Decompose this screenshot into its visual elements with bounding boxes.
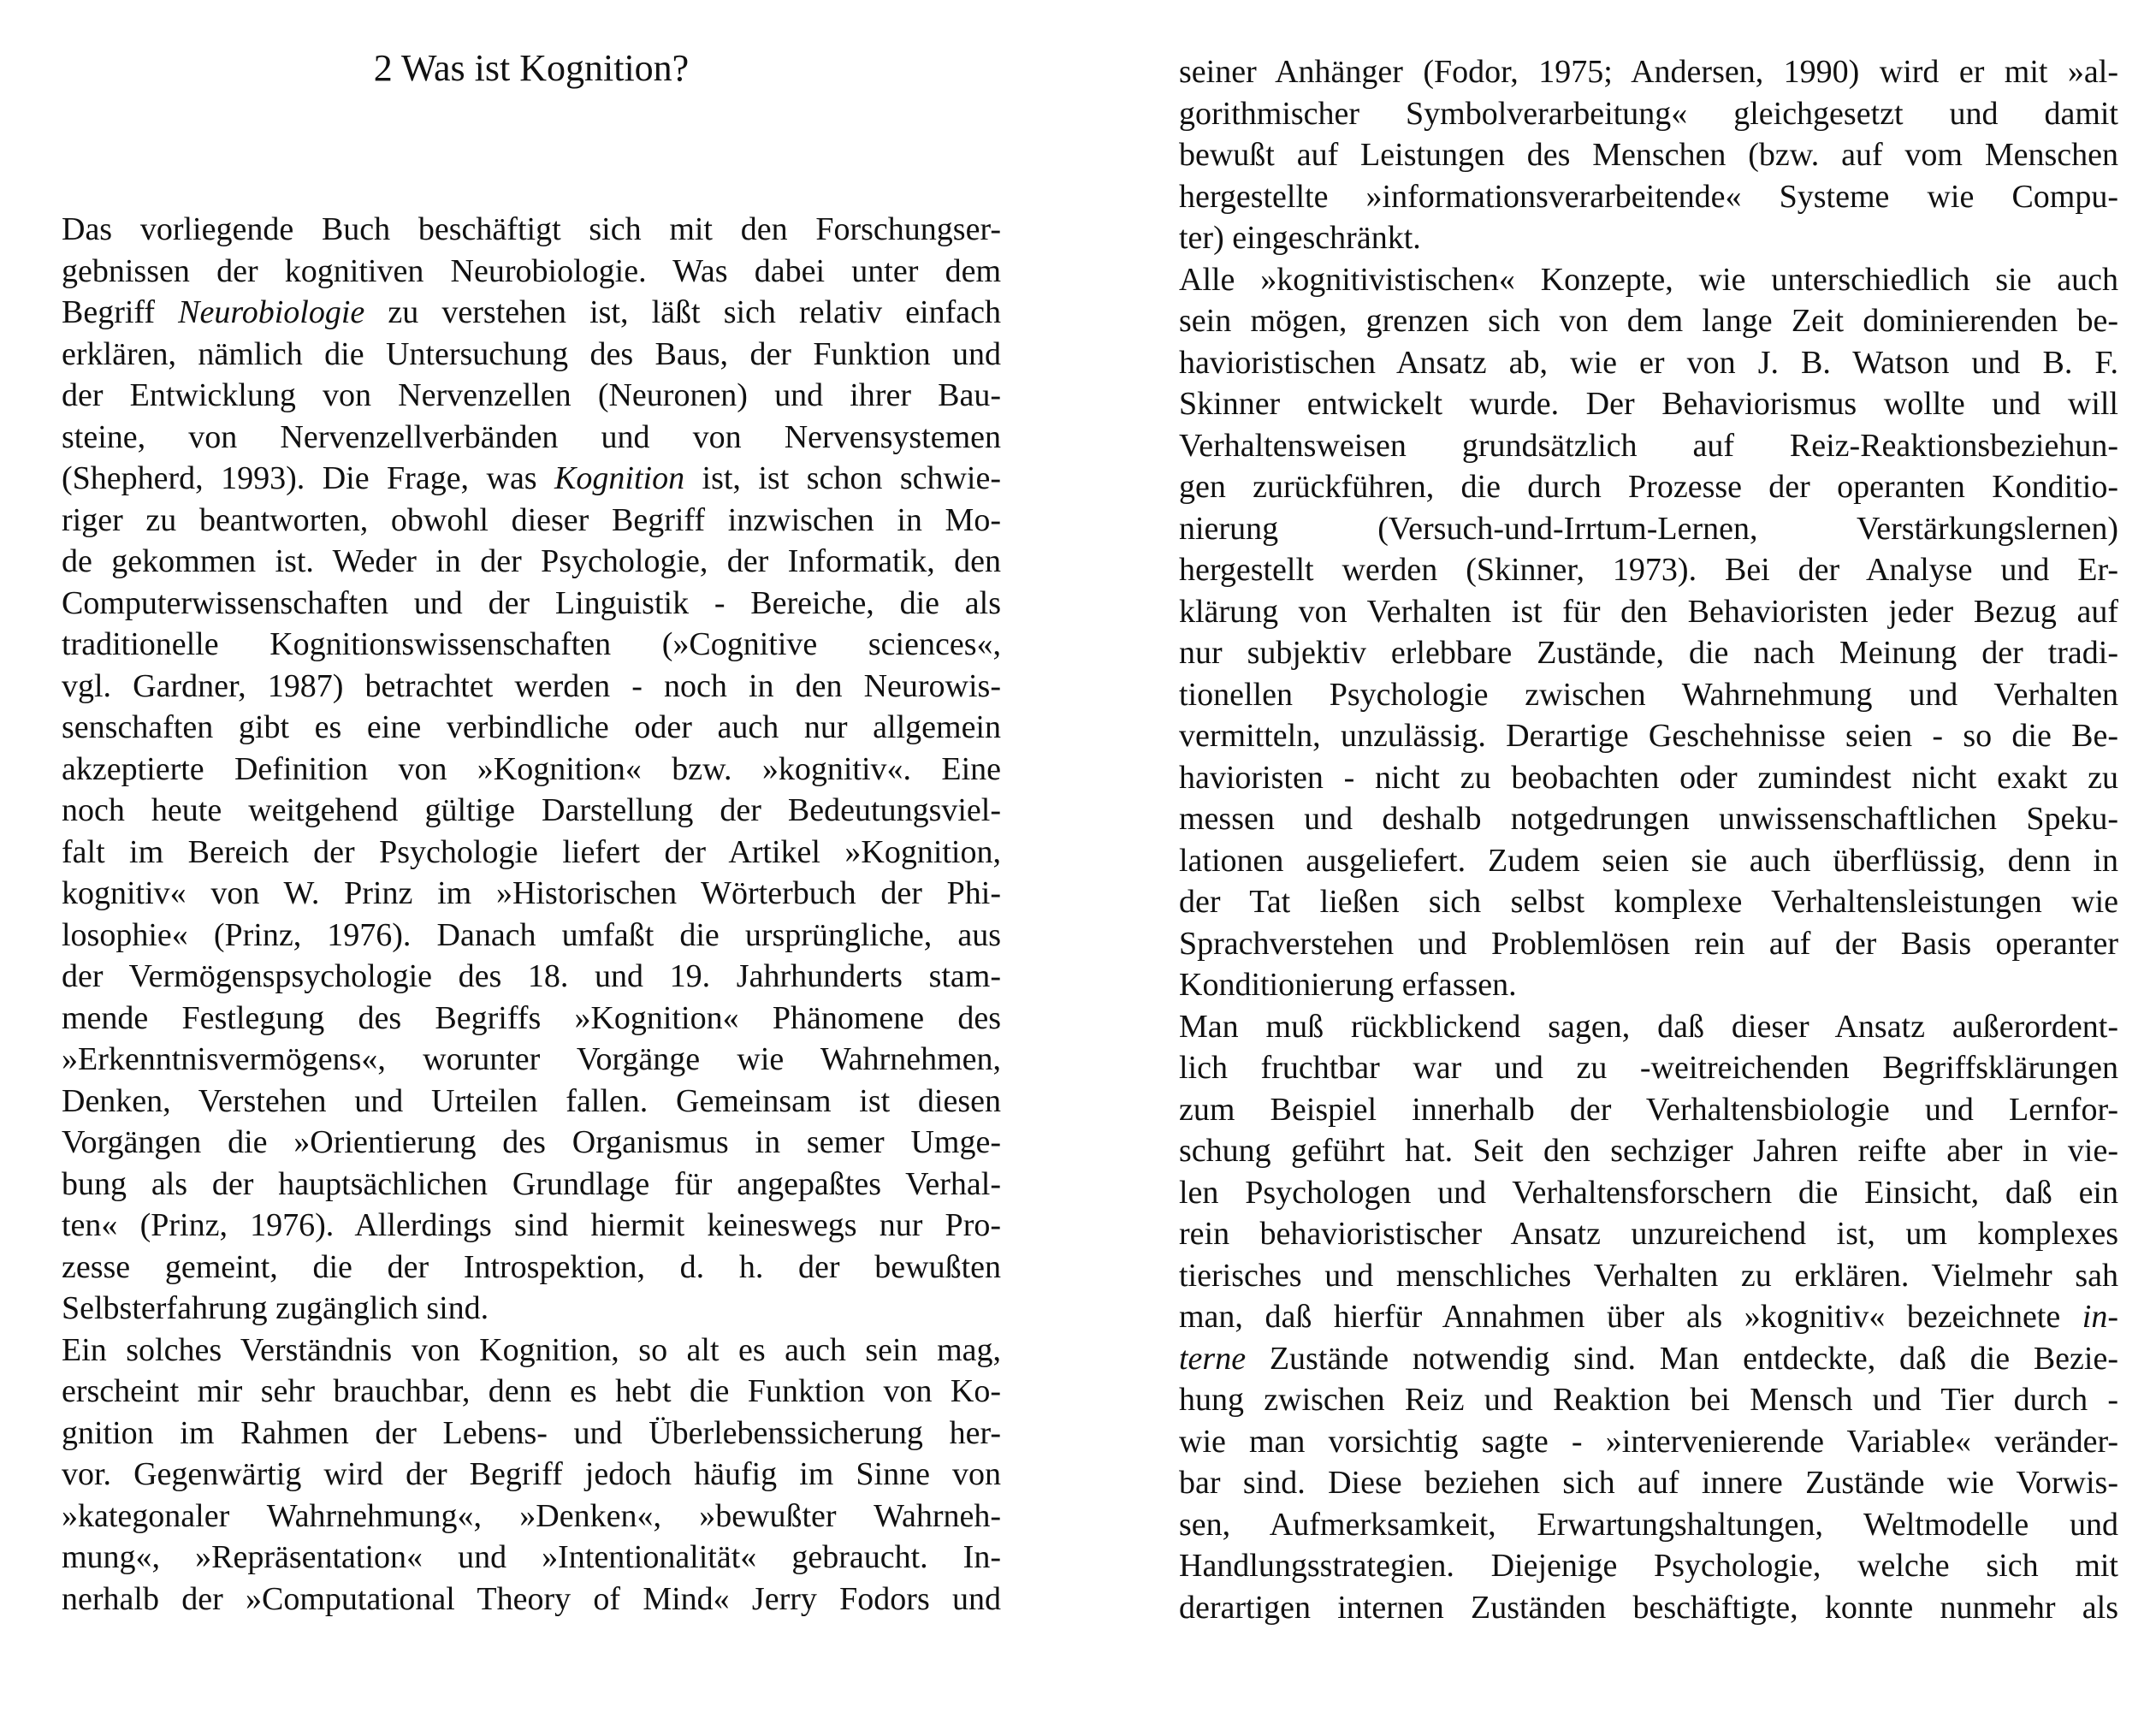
italic-term: Kognition: [554, 460, 685, 496]
text-line: der Vermögenspsychologie des 18. und 19. Jahrhunderts stam-: [62, 958, 1001, 994]
text-line: Man muß rückblickend sagen, daß dieser Ansatz außerordent-: [1179, 1008, 2118, 1045]
text-line: senschaften gibt es eine verbindliche oder auch nur allgemein: [62, 709, 1001, 745]
chapter-title: 2 Was ist Kognition?: [373, 47, 690, 89]
text-line: Das vorliegende Buch beschäftigt sich mit den Forschungser-: [62, 211, 1001, 247]
text-line: steine, von Nervenzellverbänden und von Nervensystemen: [62, 418, 1001, 455]
text-line: vermitteln, unzulässig. Derartige Geschehnisse seien - so die Be-: [1179, 718, 2118, 754]
text-line: Ein solches Verständnis von Kognition, so alt es auch sein mag,: [62, 1331, 1001, 1368]
text-line: de gekommen ist. Weder in der Psychologie, der Informatik, den: [62, 543, 1001, 579]
text-line: klärung von Verhalten ist für den Behavioristen jeder Bezug auf: [1179, 593, 2118, 630]
text-line: Vorgängen die »Orientierung des Organismus in semer Umge-: [62, 1124, 1001, 1160]
text-line: wie man vorsichtig sagte - »intervenierende Variable« veränder-: [1179, 1423, 2118, 1460]
right-column-text: [1179, 51, 2118, 1628]
text-line: lich fruchtbar war und zu -weitreichenden Begriffsklärungen: [1179, 1050, 2118, 1086]
text-line: »Erkenntnisvermögens«, worunter Vorgänge wie Wahrnehmen,: [62, 1041, 1001, 1077]
text-line: gen zurückführen, die durch Prozesse der operanten Konditio-: [1179, 469, 2118, 505]
text-line: traditionelle Kognitionswissenschaften (»Cognitive sciences«,: [62, 626, 1001, 662]
text-line: hergestellt werden (Skinner, 1973). Bei der Analyse und Er-: [1179, 552, 2118, 588]
text-line: nierung (Versuch-und-Irrtum-Lernen, Verstärkungslernen): [1179, 510, 2118, 547]
text-line: Konditionierung erfassen.: [1179, 967, 1517, 1003]
text-span: Zustände notwendig sind. Man entdeckte, daß die Bezie-: [1246, 1340, 2118, 1377]
text-line: Selbsterfahrung zugänglich sind.: [62, 1290, 489, 1326]
text-line: bung als der hauptsächlichen Grundlage für angepaßtes Verhal-: [62, 1165, 1001, 1202]
text-line: Skinner entwickelt wurde. Der Behaviorismus wollte und will: [1179, 386, 2118, 422]
text-line: rein behavioristischer Ansatz unzureichend ist, um komplexes: [1179, 1216, 2118, 1252]
text-line: hergestellte »informationsverarbeitende« Systeme wie Compu-: [1179, 178, 2118, 215]
text-line: schung geführt hat. Seit den sechziger Jahren reifte aber in vie-: [1179, 1133, 2118, 1169]
text-line: Computerwissenschaften und der Linguistik - Bereiche, die als: [62, 584, 1001, 621]
text-line: noch heute weitgehend gültige Darstellung der Bedeutungsviel-: [62, 792, 1001, 828]
text-span: man, daß hierfür Annahmen über als »kognitiv« bezeichnete: [1179, 1299, 2082, 1335]
text-span: (Shepherd, 1993). Die Frage, was: [62, 460, 555, 496]
text-line: sein mögen, grenzen sich von dem lange Zeit dominierenden be-: [1179, 303, 2118, 339]
text-line: erklären, nämlich die Untersuchung des Baus, der Funktion und: [62, 335, 1001, 372]
text-line: ten« (Prinz, 1976). Allerdings sind hiermit keineswegs nur Pro-: [62, 1207, 1001, 1243]
text-line: vgl. Gardner, 1987) betrachtet werden - noch in den Neurowis-: [62, 667, 1001, 704]
text-line: mung«, »Repräsentation« und »Intentionalität« gebraucht. In-: [62, 1539, 1001, 1575]
text-line: falt im Bereich der Psychologie liefert der Artikel »Kognition,: [62, 833, 1001, 870]
text-line: tierisches und menschliches Verhalten zu erklären. Vielmehr sah: [1179, 1257, 2118, 1294]
text-line: Sprachverstehen und Problemlösen rein auf der Basis operanter: [1179, 925, 2118, 962]
text-line: riger zu beantworten, obwohl dieser Begriff inzwischen in Mo-: [62, 501, 1001, 538]
text-line: gebnissen der kognitiven Neurobiologie. Was dabei unter dem: [62, 252, 1001, 289]
text-line: vor. Gegenwärtig wird der Begriff jedoch häufig im Sinne von: [62, 1456, 1001, 1492]
text-line: gnition im Rahmen der Lebens- und Überlebenssicherung her-: [62, 1414, 1001, 1451]
left-column-text: [62, 209, 1001, 1620]
text-line: tionellen Psychologie zwischen Wahrnehmung und Verhalten: [1179, 676, 2118, 713]
text-line: zum Beispiel innerhalb der Verhaltensbiologie und Lernfor-: [1179, 1091, 2118, 1128]
text-line: havioristen - nicht zu beobachten oder zumindest nicht exakt zu: [1179, 759, 2118, 796]
text-line: [1179, 1296, 2118, 1338]
text-span: Begriff: [62, 294, 179, 330]
italic-term: Neurobiologie: [178, 294, 365, 330]
text-line: gorithmischer Symbolverarbeitung« gleichgesetzt und damit: [1179, 95, 2118, 132]
text-line: lationen ausgeliefert. Zudem seien sie auch überflüssig, denn in: [1179, 842, 2118, 879]
text-line: bar sind. Diese beziehen sich auf innere Zustände wie Vorwis-: [1179, 1465, 2118, 1501]
text-line: losophie« (Prinz, 1976). Danach umfaßt die ursprüngliche, aus: [62, 916, 1001, 953]
text-line: mende Festlegung des Begriffs »Kognition« Phänomene des: [62, 999, 1001, 1036]
text-line: der Entwicklung von Nervenzellen (Neuronen) und ihrer Bau-: [62, 377, 1001, 413]
text-line: [62, 292, 1001, 334]
text-line: Handlungsstrategien. Diejenige Psychologie, welche sich mit: [1179, 1548, 2118, 1584]
text-line: seiner Anhänger (Fodor, 1975; Andersen, 1990) wird er mit »al-: [1179, 54, 2118, 90]
text-line: [62, 458, 1001, 500]
text-line: Verhaltensweisen grundsätzlich auf Reiz-Reaktionsbeziehun-: [1179, 427, 2118, 464]
text-line: »kategonaler Wahrnehmung«, »Denken«, »bewußter Wahrneh-: [62, 1497, 1001, 1534]
text-line: ter) eingeschränkt.: [1179, 220, 1421, 256]
text-line: len Psychologen und Verhaltensforschern die Einsicht, daß ein: [1179, 1174, 2118, 1211]
italic-term: terne: [1179, 1340, 1247, 1377]
text-line: messen und deshalb notgedrungen unwissenschaftlichen Speku-: [1179, 801, 2118, 837]
italic-term: in-: [2082, 1299, 2118, 1335]
text-line: erscheint mir sehr brauchbar, denn es hebt die Funktion von Ko-: [62, 1373, 1001, 1409]
text-line: derartigen internen Zuständen beschäftigte, konnte nunmehr als: [1179, 1589, 2118, 1626]
text-line: Denken, Verstehen und Urteilen fallen. Gemeinsam ist diesen: [62, 1082, 1001, 1119]
text-line: sen, Aufmerksamkeit, Erwartungshaltungen, Weltmodelle und: [1179, 1506, 2118, 1543]
text-line: akzeptierte Definition von »Kognition« bzw. »kognitiv«. Eine: [62, 750, 1001, 787]
text-line: Alle »kognitivistischen« Konzepte, wie unterschiedlich sie auch: [1179, 261, 2118, 298]
text-line: der Tat ließen sich selbst komplexe Verhaltensleistungen wie: [1179, 884, 2118, 920]
text-span: ist, ist schon schwie-: [684, 460, 1001, 496]
text-span: zu verstehen ist, läßt sich relativ einfach: [364, 294, 1001, 330]
text-line: havioristischen Ansatz ab, wie er von J. B. Watson und B. F.: [1179, 344, 2118, 381]
text-line: kognitiv« von W. Prinz im »Historischen Wörterbuch der Phi-: [62, 875, 1001, 911]
text-line: nerhalb der »Computational Theory of Mind« Jerry Fodors und: [62, 1580, 1001, 1617]
text-line: hung zwischen Reiz und Reaktion bei Mensch und Tier durch -: [1179, 1382, 2118, 1418]
text-line: bewußt auf Leistungen des Menschen (bzw. auf vom Menschen: [1179, 137, 2118, 173]
text-line: zesse gemeint, die der Introspektion, d. h. der bewußten: [62, 1248, 1001, 1285]
text-line: [1179, 1338, 2118, 1380]
text-line: nur subjektiv erlebbare Zustände, die nach Meinung der tradi-: [1179, 635, 2118, 671]
